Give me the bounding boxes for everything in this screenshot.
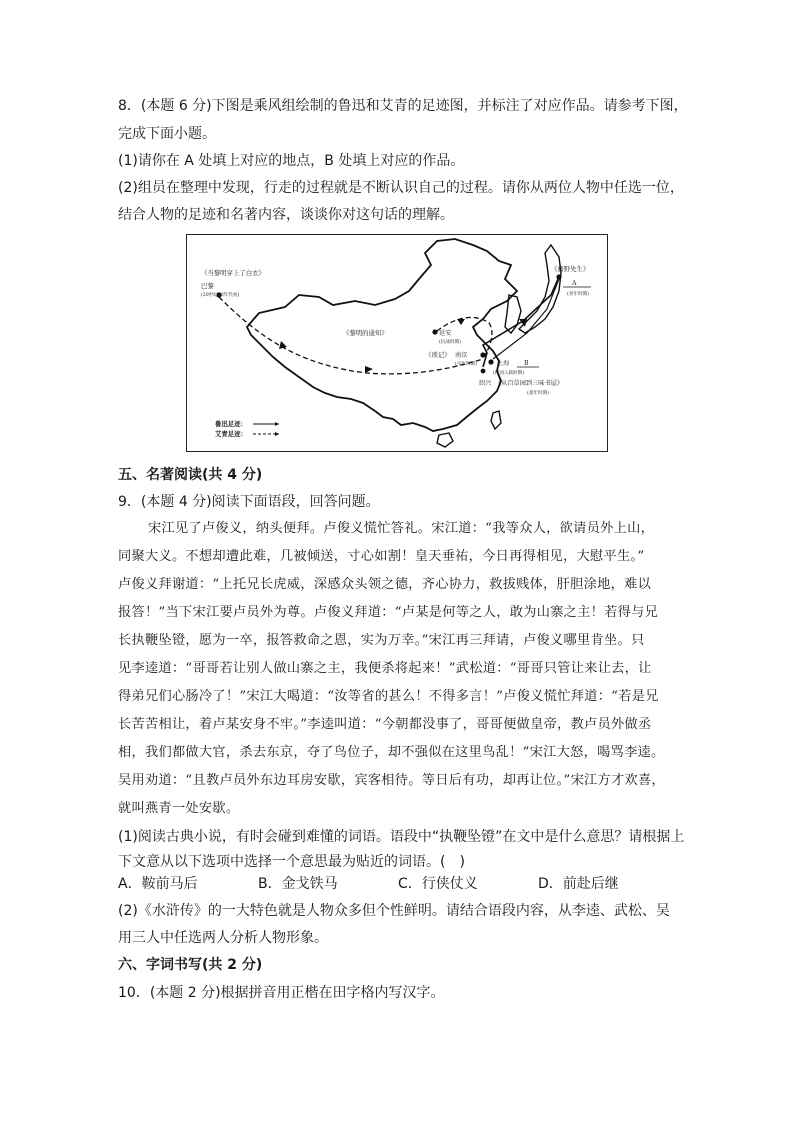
q8-sub2-line2: 结合人物的足迹和名著内容，谈谈你对这句话的理解。 [118,207,454,223]
q10-text: 10．(本题 2 分)根据拼音用正楷在田字格内写汉字。 [118,985,445,1001]
option-a: A．鞍前马后 [118,876,198,892]
label-fujino-work: 《藤野先生》 [551,265,590,273]
q9-sub1-line2: 下文意从以下选项中选择一个意思最为贴近的词语。( ) [118,854,465,870]
label-bajin-place: 巴黎 [201,282,214,290]
label-bajin-work: 《当黎明穿上了白衣》 [201,269,265,277]
q9-sub1-line1: (1)阅读古典小说，有时会碰到难懂的词语。语段中“执鞭坠镫”在文中是什么意思？请根据上 [118,829,685,845]
label-bajin-period: (20世纪30年代初) [201,293,240,298]
footprint-map [186,234,608,452]
passage-line: 就叫燕青一处安歇。 [118,801,240,816]
label-shanghai-period: (打国入狱时期) [493,371,525,376]
label-a: A [572,280,577,287]
q9-sub2-line1: (2)《水浒传》的一大特色就是人物众多但个性鲜明。请结合语段内容，从李逵、武松、吴 [118,903,670,919]
passage-line: 宋江见了卢俊义，纳头便拜。卢俊义慌忙答礼。宋江道：“我等众人，欲请员外上山， [148,521,655,536]
passage-line: 相，我们都做大官，杀去东京，夺了鸟位子，却不强似在这里鸟乱！”宋江大怒，喝骂李逵。 [118,745,665,760]
label-nanjing-period: (少年时期) [455,362,477,367]
passage-line: 得弟兄们心肠冷了！”宋江大喝道：“汝等省的甚么！不得多言！”卢俊义慌忙拜道：“若是兄 [118,689,659,704]
section6-heading: 六、字词书写(共 2 分) [118,957,263,973]
option-c: C．行侠仗义 [398,876,478,892]
q8-line1: 8．(本题 6 分)下图是乘风组绘制的鲁迅和艾青的足迹图，并标注了对应作品。请参考下图， [118,98,688,114]
label-b: B [524,360,529,367]
label-nanjing: 南京 [455,352,468,359]
taiwan-island [491,411,501,429]
option-b: B．金戈铁马 [258,876,338,892]
label-liming-work: 《黎明的通知》 [343,329,388,337]
q9-intro: 9．(本题 4 分)阅读下面语段，回答问题。 [118,494,380,510]
point-tokyo [556,274,561,279]
label-zhaohua-work: 《琐记》 [425,351,451,359]
passage-line: 吴用劝道：“且教卢员外东边耳房安歇，宾客相待。等日后有功，却再让位。”宋江方才欢喜， [118,773,665,788]
route-arrow [457,319,465,325]
label-yanan-period: (抗战时期) [439,340,461,345]
label-baicao-work: 《从百草园到三味书屋》 [495,380,564,387]
label-shaoxing-period: (童年时期) [527,391,549,396]
label-shanghai: 上海 [497,360,510,367]
legend-luxun: 鲁迅足迹： [215,420,247,428]
passage-line: 报答！”当下宋江要卢员外为尊。卢俊义拜道：“卢某是何等之人，敢为山寨之主！若得与兄 [118,605,659,620]
q9-sub2-line2: 用三人中任选两人分析人物形象。 [118,930,328,946]
section5-heading: 五、名著阅读(共 4 分) [118,467,263,483]
point-shanghai [488,359,493,364]
point-yanan [432,329,437,334]
passage-line: 同聚大义。不想却遭此难，几被倾送，寸心如割！皇天垂祐，今日再得相见，大慰平生。” [118,549,645,564]
label-a-period: (青年时期) [567,292,589,297]
hainan-island [437,433,453,447]
passage-line: 见李逵道：“哥哥若让别人做山寨之主，我便杀将起来！”武松道：“哥哥只管让来让去，让 [118,661,652,676]
passage-line: 长苦苦相让，着卢某安身不牢。”李逵叫道：“今朝都没事了，哥哥便做皇帝，教卢员外做丞 [118,717,652,732]
route-arrow [279,341,287,349]
option-d: D．前赴后继 [538,876,619,892]
route-arrow [365,366,373,373]
label-shaoxing: 绍兴 [479,380,492,387]
q8-sub1: (1)请你在 A 处填上对应的地点，B 处填上对应的作品。 [118,153,465,169]
passage-line: 卢俊义拜谢道：“上托兄长虎威，深感众头领之德，齐心协力，救拔贱体，肝胆涂地，难以 [118,577,652,592]
q8-line2: 完成下面小题。 [118,126,216,142]
legend-aiqing: 艾青足迹： [215,430,247,438]
label-yanan: 延安 [439,330,452,337]
passage-line: 长执鞭坠镫，愿为一卒，报答救命之恩，实为万幸。”宋江再三拜请，卢俊义哪里肯坐。只 [118,633,645,648]
q8-sub2-line1: (2)组员在整理中发现，行走的过程就是不断认识自己的过程。请你从两位人物中任选一位， [118,180,684,196]
point-nanjing [480,352,485,357]
point-shaoxing [481,369,486,374]
